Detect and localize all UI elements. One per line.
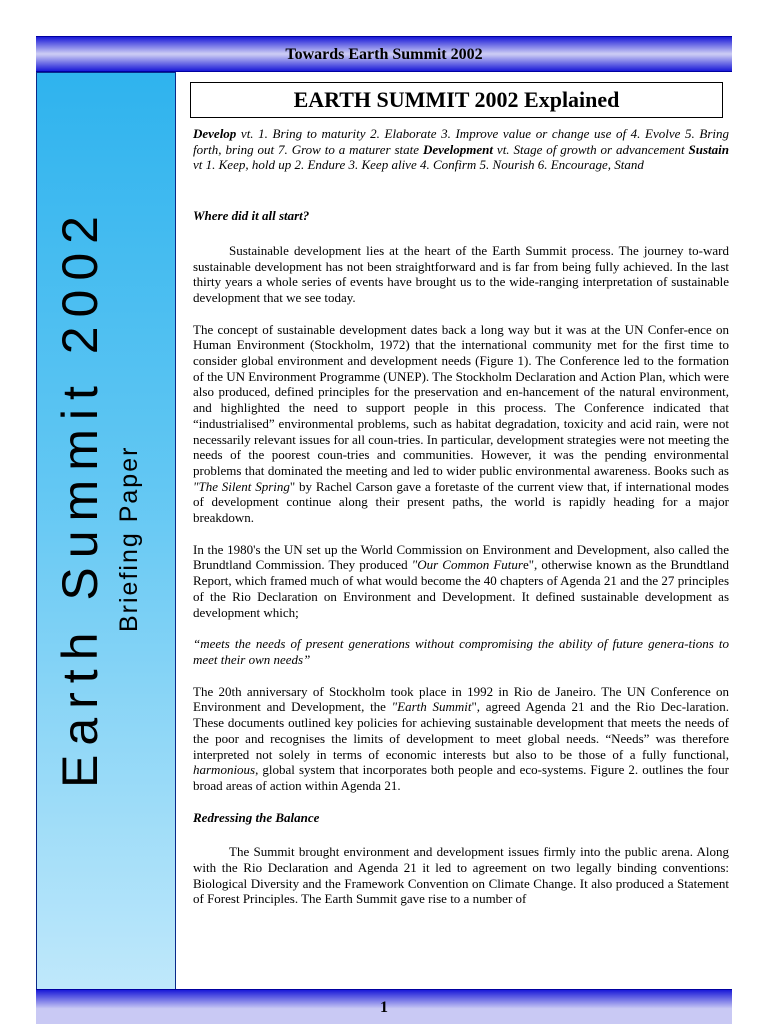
- term-development: Development: [422, 141, 494, 157]
- sidebar-subtitle: Briefing Paper: [115, 445, 143, 632]
- paragraph-4-part-c: , global system that incorporates both people and eco-systems. Figure 2. outlines the four broad areas of action within Agenda 21.: [193, 762, 729, 793]
- report-title-our-common-future: "Our Common Futur: [411, 557, 523, 573]
- definition-block: [193, 126, 729, 173]
- term-sustain: Sustain: [688, 141, 729, 157]
- paragraph-1: Sustainable development lies at the heart of the Earth Summit process. The journey to-ward sustainable development has not been straightforward and is far from being fully achieved. In the last thirty years a whole series of events have brought us to the wide-ranging interpretation of sustainable development that we see today.: [193, 242, 729, 305]
- paragraph-4: [193, 684, 729, 794]
- paragraph-3-part-a: In the 1980's the UN set up the World Commission on Environment and Development, also called the Brundtland Commission. They produced: [193, 541, 729, 573]
- paragraph-3: [193, 542, 729, 621]
- earth-summit-italic: "Earth Summit: [391, 699, 472, 715]
- development-definition: vt. Stage of growth or advancement: [493, 141, 689, 157]
- page-number: 1: [380, 999, 388, 1016]
- paragraph-2-part-a: The concept of sustainable development dates back a long way but it was at the UN Confer-ence on Human Environment (Stockholm, 1972) that the international community met for the first time to consider global environment and development needs (Figure 1). The Conference led to the formation of the UN Environment Programme (UNEP). The Stockholm Declaration and Action Plan, which were also produced, defined principles for the preservation and en-hancement of the natural environment, and highlighted the need to support people in this process. The Conference indicated that “industrialised” environmental problems, such as habitat degradation, toxicity and acid rain, were not necessarily relevant issues for all coun-tries. In particular, development strategies were not meeting the needs of the poorest coun-tries and communities. However, it was the pending environmental problems that dominated the meeting and led to wider public environmental awareness. Books such as: [193, 321, 729, 478]
- paragraph-2: [193, 322, 729, 526]
- term-develop: Develop: [193, 126, 237, 141]
- paragraph-3-part-b: e", otherwise known as the Brundtland Report, which framed much of what would become the 40 chapters of Agenda 21 and the 27 principles of the Rio Declaration on Environment and Development. It defined sustainable development as development which;: [193, 557, 730, 620]
- header-banner-text: Towards Earth Summit 2002: [285, 46, 483, 63]
- paragraph-5: The Summit brought environment and development issues firmly into the public arena. Along with the Rio Declaration and Agenda 21 it led to agreement on two legally binding conventions: Biological Diversity and the Framework Convention on Climate Change. It also produced a Statement of Forest Principles. The Earth Summit gave rise to a number of: [193, 844, 729, 907]
- book-title-silent-spring: "The Silent Spring: [193, 478, 290, 494]
- paragraph-4-part-a: The 20th anniversary of Stockholm took place in 1992 in Rio de Janeiro. The UN Conference on Environment and Development, the: [193, 683, 729, 715]
- section-heading-redressing: Redressing the Balance: [193, 809, 320, 825]
- paragraph-2-part-b: " by Rachel Carson gave a foretaste of the current view that, if international modes of development continue along their present paths, the world is rapidly heading for a major breakdown.: [193, 478, 729, 526]
- sidebar-title: Earth Summit 2002: [52, 207, 108, 788]
- section-heading-origins: Where did it all start?: [193, 208, 310, 224]
- article-body: [193, 126, 729, 907]
- develop-definition: vt. 1. Bring to maturity 2. Elaborate 3. Improve value or change use of 4. Evolve 5. Bring forth, bring out 7. Grow to a maturer state: [193, 126, 729, 157]
- page-title-text: EARTH SUMMIT 2002 Explained: [293, 87, 620, 112]
- harmonious-italic: harmonious: [193, 762, 256, 778]
- page-title: [190, 82, 723, 118]
- footer-bar: [36, 989, 732, 1024]
- sustain-definition: vt 1. Keep, hold up 2. Endure 3. Keep alive 4. Confirm 5. Nourish 6. Encourage, Stand: [193, 157, 644, 173]
- paragraph-4-part-b: ", agreed Agenda 21 and the Rio Dec-laration. These documents outlined key policies for achieving sustainable development that meets the needs of the poor and recognises the limits of development to meet global needs. “Needs” was therefore interpreted not solely in terms of economic interests but also to be those of a fully functional,: [193, 699, 730, 762]
- header-banner: [36, 36, 732, 72]
- brundtland-quote: “meets the needs of present generations without compromising the ability of future genera-tions to meet their own needs”: [193, 636, 729, 667]
